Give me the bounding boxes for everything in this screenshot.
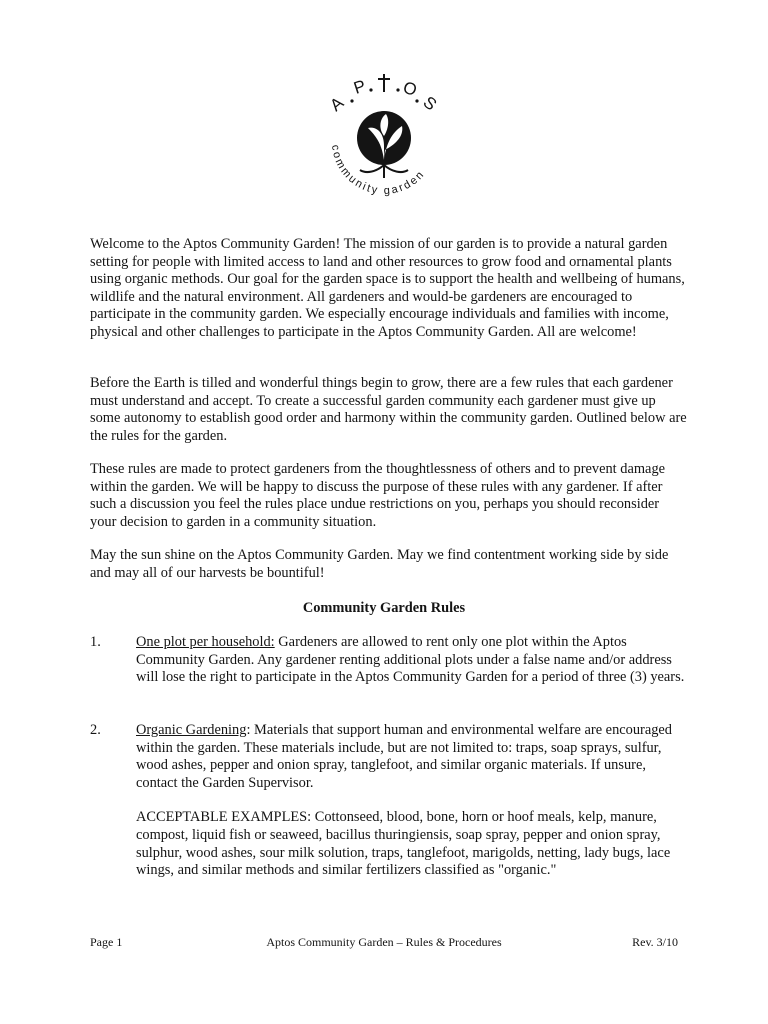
footer-title: Aptos Community Garden – Rules & Procedures (266, 935, 502, 949)
rule-title: One plot per household: (136, 634, 275, 650)
rule-item-2 (90, 722, 690, 880)
footer-revision: Rev. 3/10 (632, 935, 678, 949)
rule-text: Gardeners are allowed to rent only one plot within the Aptos Community Garden. Any gardener renting additional plots under a false name and/or address will lose the right to participate in the Aptos Community Garden for a period of three (3) years. (136, 634, 685, 686)
rule-title: Organic Gardening (136, 722, 247, 738)
logo-letter-a: A (326, 93, 348, 116)
rules-heading: Community Garden Rules (302, 600, 466, 616)
logo-letter-o: O (400, 77, 420, 100)
logo-letter-s: S (419, 92, 441, 115)
intro-text-3: These rules are made to protect gardeners from the thoughtlessness of others and to prevent damage within the garden. We will be happy to discuss the purpose of these rules with any gardener. If after such a discussion you feel the rules place undue restrictions on you, perhaps you should reconsider your decision to garden in a community situation. (90, 461, 666, 530)
intro-text-1: Welcome to the Aptos Community Garden! The mission of our garden is to provide a natural garden setting for people with limited access to land and other resources to grow food and ornamental plants using organic methods. Our goal for the garden space is to support the health and wellbeing of humans, wildlife and the natural environment. All gardeners and would-be gardeners are encouraged to participate in the community garden. We especially encourage individuals and families with income, physical and other challenges to participate in the Aptos Community Garden. All are welcome! (90, 236, 685, 340)
rule-item-1 (90, 634, 690, 687)
intro-paragraph-2 (90, 375, 688, 445)
intro-paragraph-3 (90, 461, 688, 531)
footer-page-number: Page 1 (90, 935, 123, 949)
logo-letter-p: P (351, 76, 369, 98)
intro-text-4: May the sun shine on the Aptos Community Garden. May we find contentment working side by side and may all of our harvests be bountiful! (90, 547, 669, 581)
rule-number: 1. (90, 634, 101, 650)
rule-number: 2. (90, 722, 101, 738)
intro-paragraph-4 (90, 547, 688, 582)
intro-text-2: Before the Earth is tilled and wonderful things begin to grow, there are a few rules that each gardener must understand and accept. To create a successful garden community each gardener must give up some autonomy to establish good order and harmony within the community garden. Outlined below are the rules for the garden. (90, 375, 687, 444)
intro-paragraph-1 (90, 236, 688, 342)
logo-tagline: community garden (328, 144, 428, 198)
rule-examples: ACCEPTABLE EXAMPLES: Cottonseed, blood, bone, horn or hoof meals, kelp, manure, compost, liquid fish or seaweed, bacillus thuringiensis, soap spray, pepper and onion spray, sulphur, wood ashes, sour milk solution, traps, tanglefoot, marigolds, netting, lady bugs, lace wings, and similar methods and similar fertilizers classified as "organic." (136, 809, 671, 879)
aptos-garden-logo (314, 70, 454, 210)
rule-text: : Materials that support human and environmental welfare are encouraged within the garden. These materials include, but are not limited to: traps, soap sprays, sulfur, wood ashes, pepper and onion spray, tanglefoot, and similar organic materials. If unsure, contact the Garden Supervisor. (136, 722, 672, 791)
